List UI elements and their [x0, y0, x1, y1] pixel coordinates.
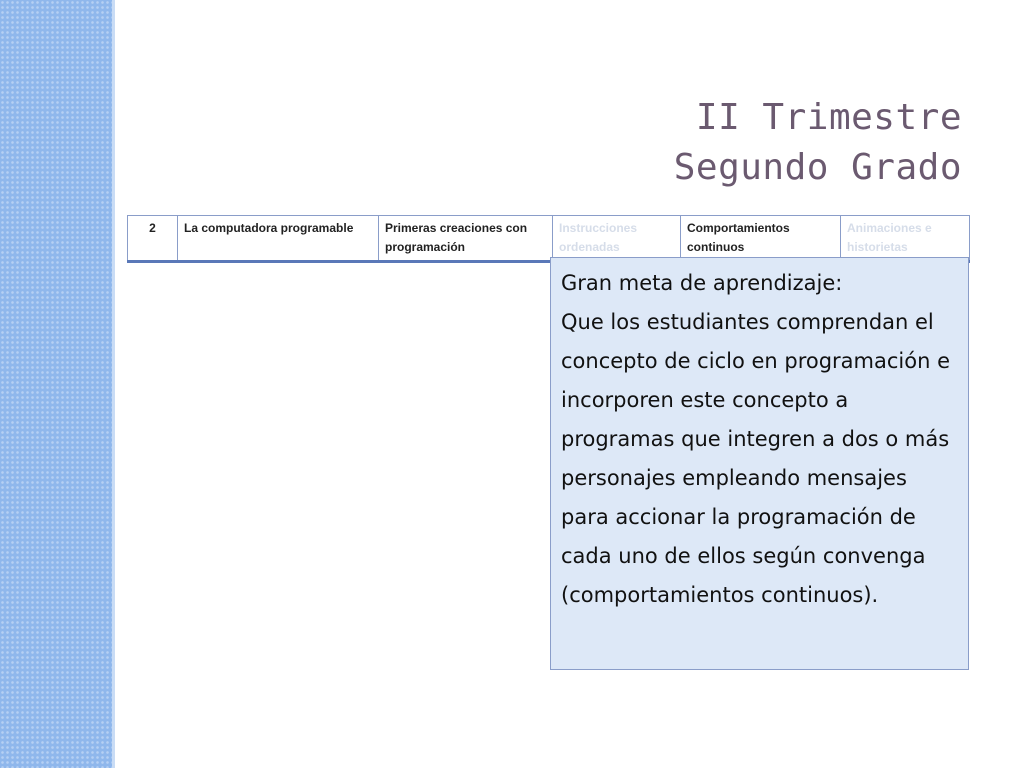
sidebar-edge: [112, 0, 115, 768]
learning-goal-text: Que los estudiantes comprendan el concepto de ciclo en programación e incorporen este concepto a programas que integren a dos o más personajes empleando mensajes para accionar la programación de cada uno de ellos según convenga (comportamientos continuos).: [561, 310, 951, 607]
table-cell-unit-4: Comportamientos continuos: [681, 216, 841, 262]
table-cell-unit-5: Animaciones e historietas: [841, 216, 970, 262]
table-cell-unit-2: Primeras creaciones con programación: [379, 216, 553, 262]
title-line-grade: Segundo Grado: [673, 147, 962, 188]
table-cell-unit-3: Instrucciones ordenadas: [553, 216, 681, 262]
learning-goal-box: [550, 257, 969, 670]
learning-goal-heading: Gran meta de aprendizaje:: [561, 271, 843, 295]
units-table: [127, 215, 970, 263]
title-line-trimester: II Trimestre: [695, 97, 962, 138]
decorative-sidebar: [0, 0, 112, 768]
slide-title: [674, 93, 962, 193]
table-cell-unit-1: La computadora programable: [178, 216, 379, 262]
table-cell-number: 2: [128, 216, 178, 262]
table-row: [128, 216, 970, 262]
